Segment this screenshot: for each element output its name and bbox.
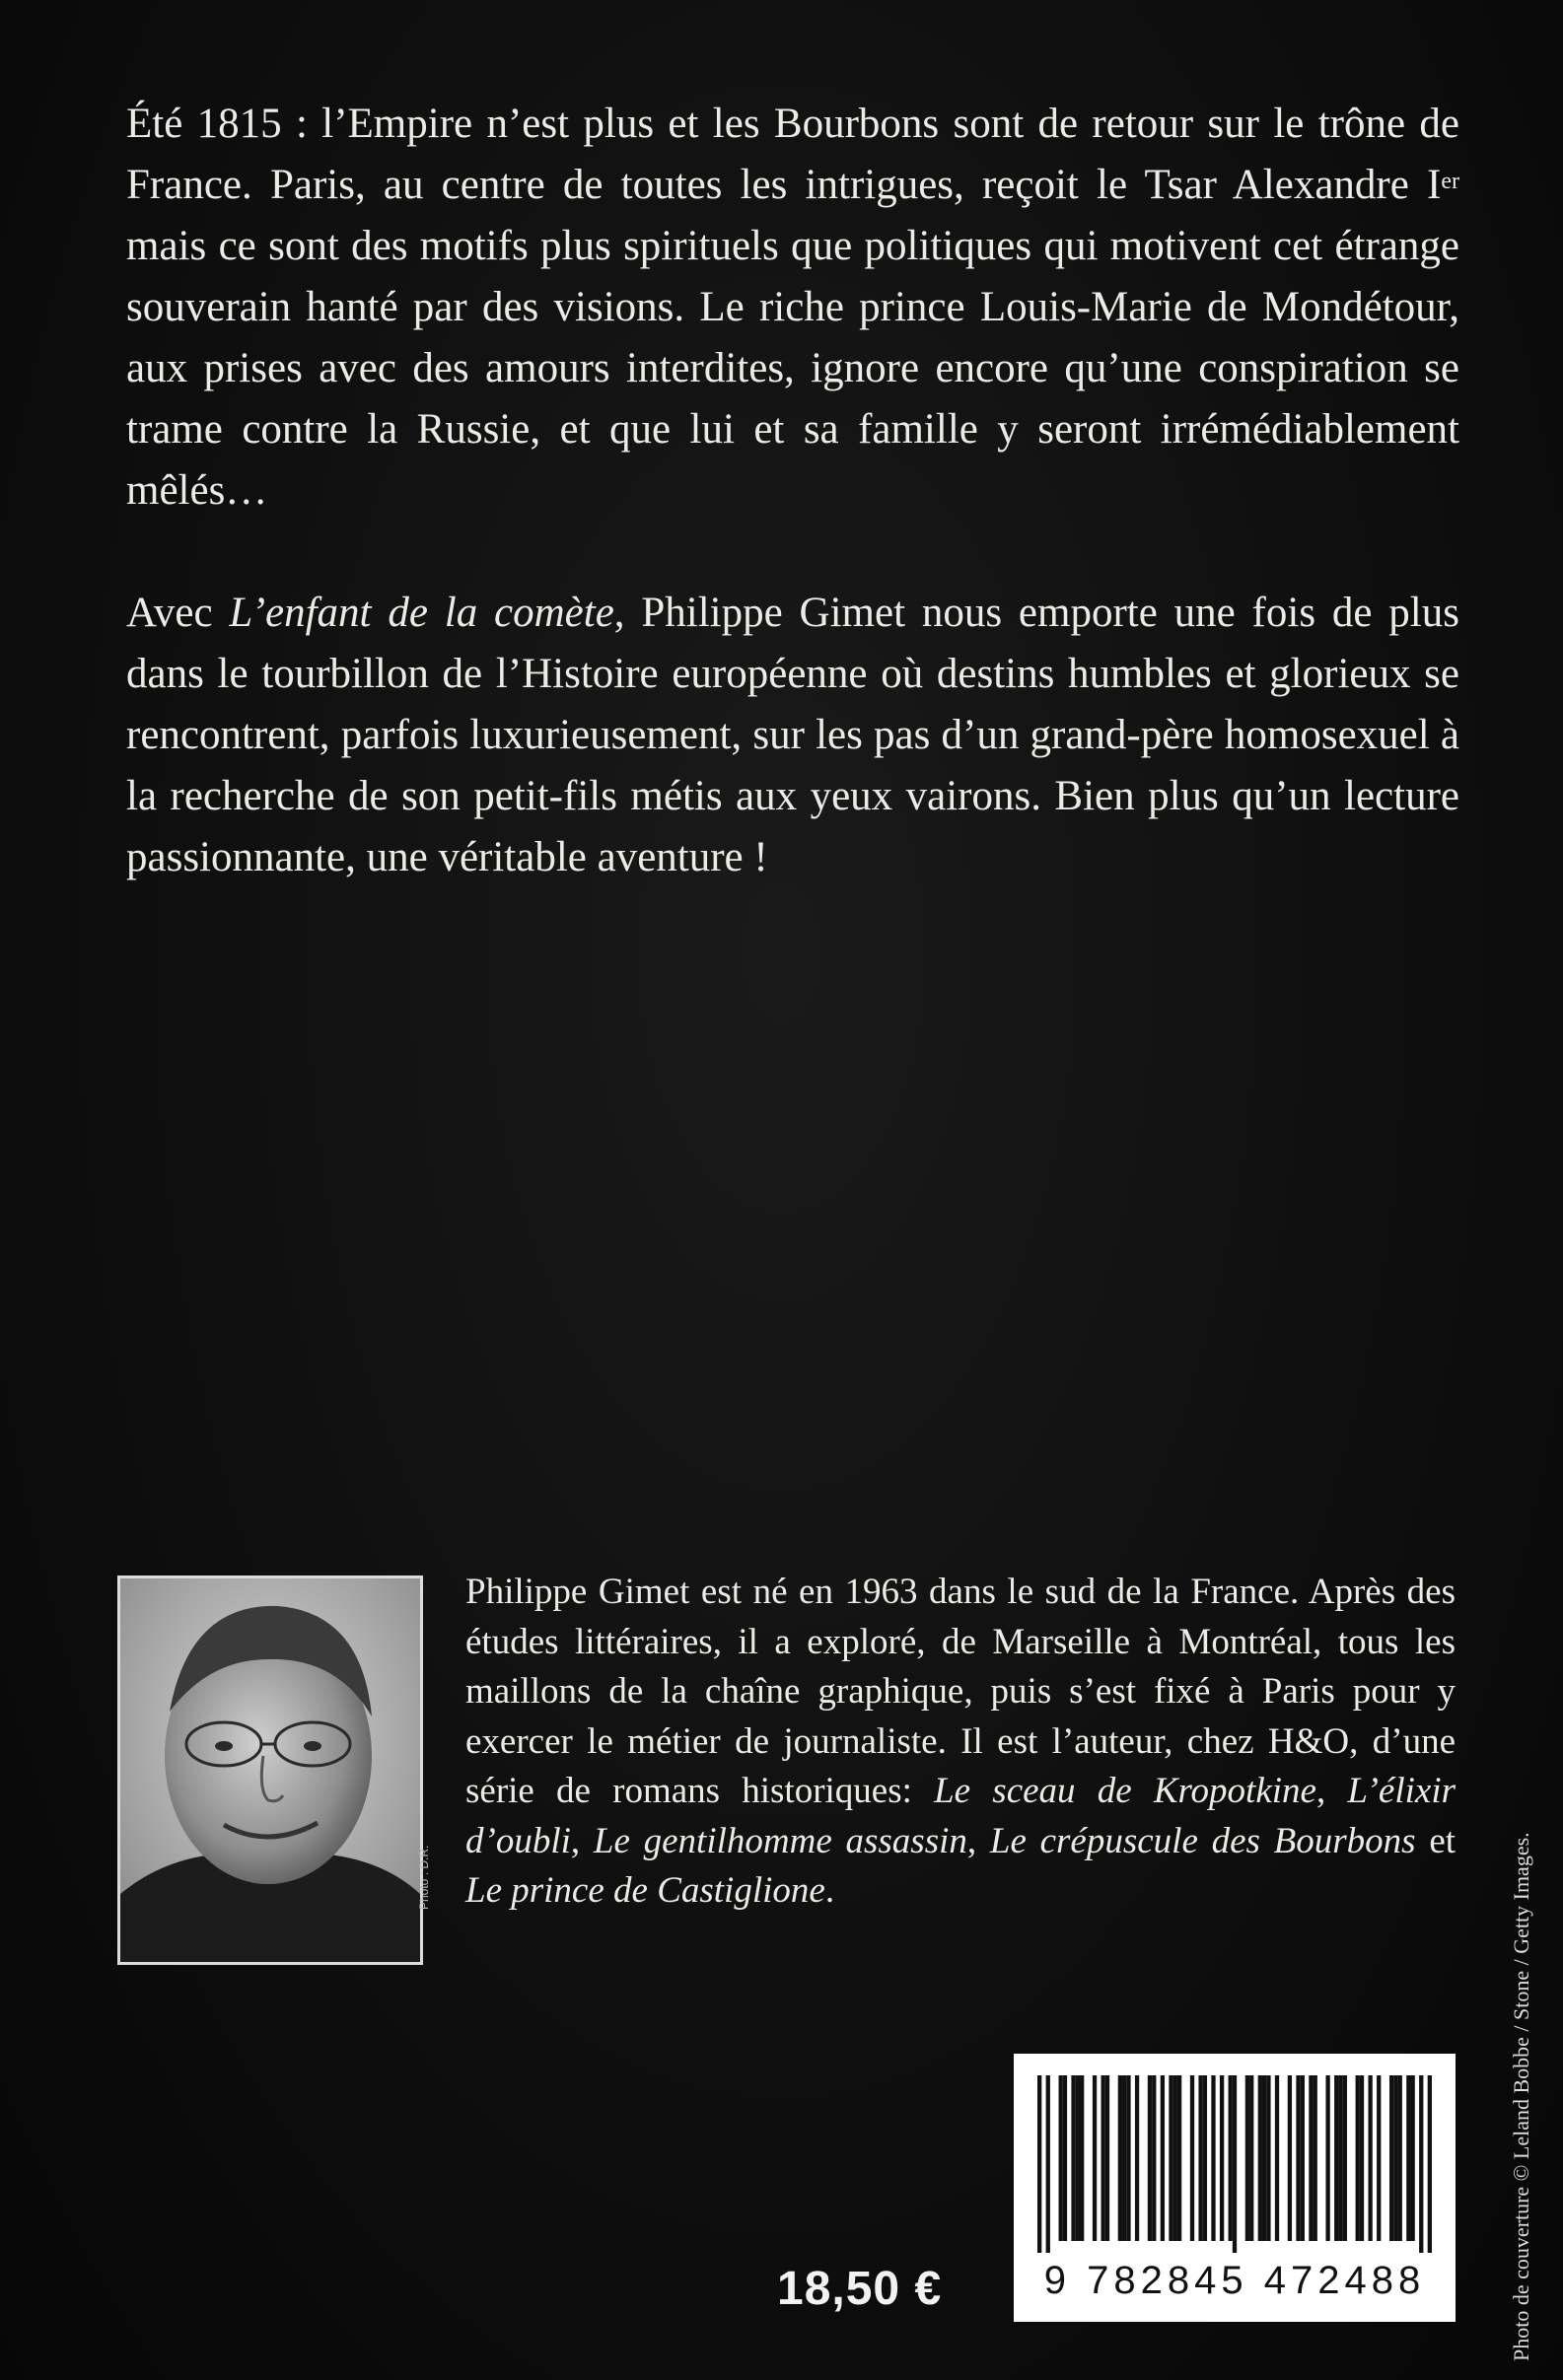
- cover-credit: Photo de couverture © Leland Bobbe / Stone / Getty Images.: [1509, 1832, 1533, 2361]
- book-title: Le sceau de Kropotkine: [934, 1771, 1316, 1811]
- book-title: Le crépuscule des Bourbons: [989, 1820, 1416, 1861]
- author-photo: [117, 1575, 423, 1965]
- author-bio: Philippe Gimet est né en 1963 dans le sud de la France. Après des études littéraires, il a exploré, de Marseille à Montréal, tous les maillons de la chaîne graphique, puis s’est fixé à Paris pour y exercer le métier de journaliste. Il est l’auteur, chez H&O, d’une série de romans historiques: Le sceau de Kropotkine, L’élixir d’oubli, Le gentilhomme assassin, Le crépuscule des Bourbons et Le prince de Castiglione.: [465, 1572, 1456, 1911]
- isbn-number: 9 782845 472488: [1043, 2259, 1426, 2302]
- author-portrait: [120, 1578, 420, 1962]
- blurb-paragraph-1: Été 1815 : l’Empire n’est plus et les Bourbons sont de retour sur le trône de France. Paris, au centre de toutes les intrigues, reçoit le Tsar Alexandre Ier mais ce sont des motifs plus spirituels que politiques qui motivent cet étrange souverain hanté par des visions. Le riche prince Louis-Marie de Mondétour, aux prises avec des amours interdites, ignore encore qu’une conspiration se trame contre la Russie, et que lui et sa famille y seront irrémédiablement mêlés…: [126, 101, 1459, 514]
- barcode: [1014, 2054, 1456, 2322]
- book-title: L’élixir d’oubli: [465, 1771, 1456, 1861]
- book-title: Le prince de Castiglione: [465, 1870, 825, 1911]
- price: 18,50 €: [777, 2263, 943, 2315]
- book-title: Le gentilhomme assassin: [593, 1820, 967, 1861]
- blurb-paragraph-2: Avec L’enfant de la comète, Philippe Gimet nous emporte une fois de plus dans le tourbillon de l’Histoire européenne où destins humbles et glorieux se rencontrent, parfois luxurieusement, sur les pas d’un grand-père homosexuel à la recherche de son petit-fils métis aux yeux vairons. Bien plus qu’un lecture passionnante, une véritable aventure !: [126, 590, 1459, 880]
- blurb: [126, 94, 1459, 888]
- book-title: L’enfant de la comète: [229, 590, 614, 636]
- photo-credit: Photo : D.R.: [417, 1845, 431, 1910]
- barcode-bars: [1037, 2075, 1432, 2253]
- superscript-er: er: [1441, 169, 1459, 194]
